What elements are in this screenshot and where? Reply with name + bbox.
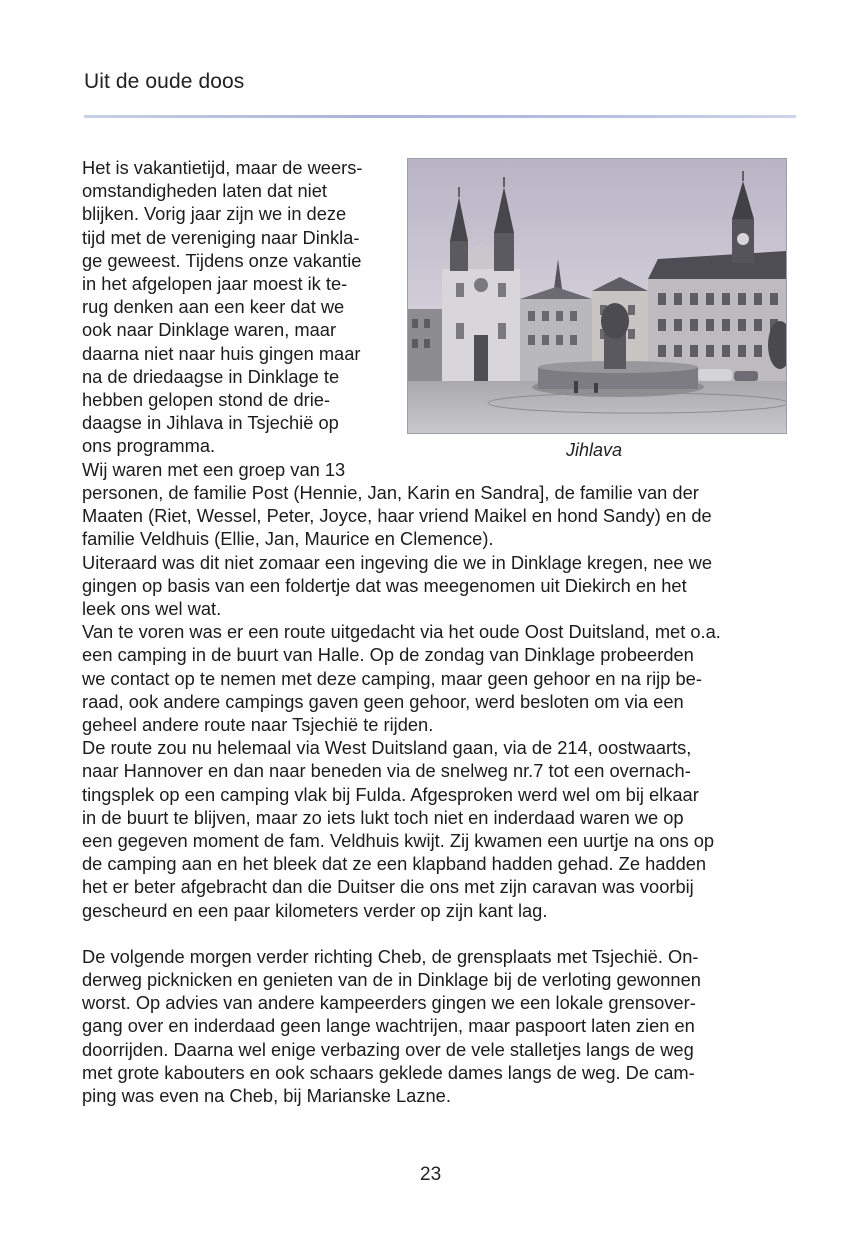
text-line: De route zou nu helemaal via West Duitsland gaan, via de 214, oostwaarts, — [82, 737, 692, 759]
text-line: daarna niet naar huis gingen maar — [82, 342, 361, 364]
text-line: ping was even na Cheb, bij Marianske Lazne. — [82, 1085, 451, 1107]
text-line: Uiteraard was dit niet zomaar een ingeving die we in Dinklage kregen, nee we — [82, 551, 713, 573]
text-line: we contact op te nemen met deze camping, maar geen gehoor en na rijp be- — [82, 667, 702, 689]
text-line: leek ons wel wat. — [82, 598, 222, 620]
text-line: blijken. Vorig jaar zijn we in deze — [82, 203, 347, 225]
text-line: gingen op basis van een foldertje dat was meegenomen uit Diekirch en het — [82, 574, 687, 596]
text-line: na de driedaagse in Dinklage te — [82, 365, 340, 387]
intro-paragraph — [82, 156, 402, 481]
text-line: derweg picknicken en genieten van de in Dinklage bij de verloting gewonnen — [82, 969, 701, 991]
text-line: Van te voren was er een route uitgedacht via het oude Oost Duitsland, met o.a. — [82, 621, 721, 643]
text-line: een camping in de buurt van Halle. Op de zondag van Dinklage probeerden — [82, 644, 694, 666]
text-line: omstandigheden laten dat niet — [82, 180, 327, 202]
text-line: worst. Op advies van andere kampeerders gingen we een lokale grensover- — [82, 992, 696, 1014]
text-line: raad, ook andere campings gaven geen gehoor, werd besloten om via een — [82, 690, 684, 712]
text-line: ook naar Dinklage waren, maar — [82, 319, 337, 341]
text-line: Maaten (Riet, Wessel, Peter, Joyce, haar vriend Maikel en hond Sandy) en de — [82, 505, 712, 527]
text-line: hebben gelopen stond de drie- — [82, 389, 331, 411]
text-line: in het afgelopen jaar moest ik te- — [82, 273, 348, 295]
text-line: geheel andere route naar Tsjechië te rijden. — [82, 714, 434, 736]
text-line: Het is vakantietijd, maar de weers- — [82, 157, 363, 178]
text-line: personen, de familie Post (Hennie, Jan, Karin en Sandra], de familie van der — [82, 482, 699, 503]
text-line: met grote kabouters en ook schaars geklede dames langs de weg. De cam- — [82, 1061, 695, 1083]
text-line: het er beter afgebracht dan die Duitser die ons met zijn caravan was voorbij — [82, 876, 694, 898]
text-line: doorrijden. Daarna wel enige verbazing over de vele stalletjes langs de weg — [82, 1038, 694, 1060]
page-number: 23 — [420, 1164, 442, 1185]
photo-caption: Jihlava — [566, 440, 623, 460]
text-line: daagse in Jihlava in Tsjechië op — [82, 412, 339, 434]
text-line: Wij waren met een groep van 13 — [82, 458, 346, 480]
text-line: naar Hannover en dan naar beneden via de snelweg nr.7 tot een overnach- — [82, 760, 691, 782]
text-line: gescheurd en een paar kilometers verder op zijn kant lag. — [82, 899, 548, 921]
text-line: tingsplek op een camping vlak bij Fulda. Afgesproken werd wel om bij elkaar — [82, 783, 699, 805]
text-line: ge geweest. Tijdens onze vakantie — [82, 249, 362, 271]
section-title: Uit de oude doos — [84, 70, 245, 93]
text-line: De volgende morgen verder richting Cheb, de grensplaats met Tsjechië. On- — [82, 945, 699, 967]
text-line: rug denken aan een keer dat we — [82, 296, 345, 318]
header-divider — [84, 115, 796, 118]
text-line: in de buurt te blijven, maar zo iets lukt toch niet en inderdaad waren we op — [82, 806, 684, 828]
text-line: gang over en inderdaad geen lange wachtrijen, maar paspoort laten zien en — [82, 1015, 695, 1037]
jihlava-photo — [407, 158, 787, 434]
paragraph-gap — [82, 922, 794, 945]
text-line: de camping aan en het bleek dat ze een klapband hadden gehad. Ze hadden — [82, 853, 707, 875]
text-line: een gegeven moment de fam. Veldhuis kwijt. Zij kwamen een uurtje na ons op — [82, 830, 715, 852]
text-line: familie Veldhuis (Ellie, Jan, Maurice en Clemence). — [82, 528, 494, 550]
main-paragraphs — [82, 481, 794, 1107]
text-line: ons programma. — [82, 435, 216, 457]
text-line: tijd met de vereniging naar Dinkla- — [82, 226, 360, 248]
